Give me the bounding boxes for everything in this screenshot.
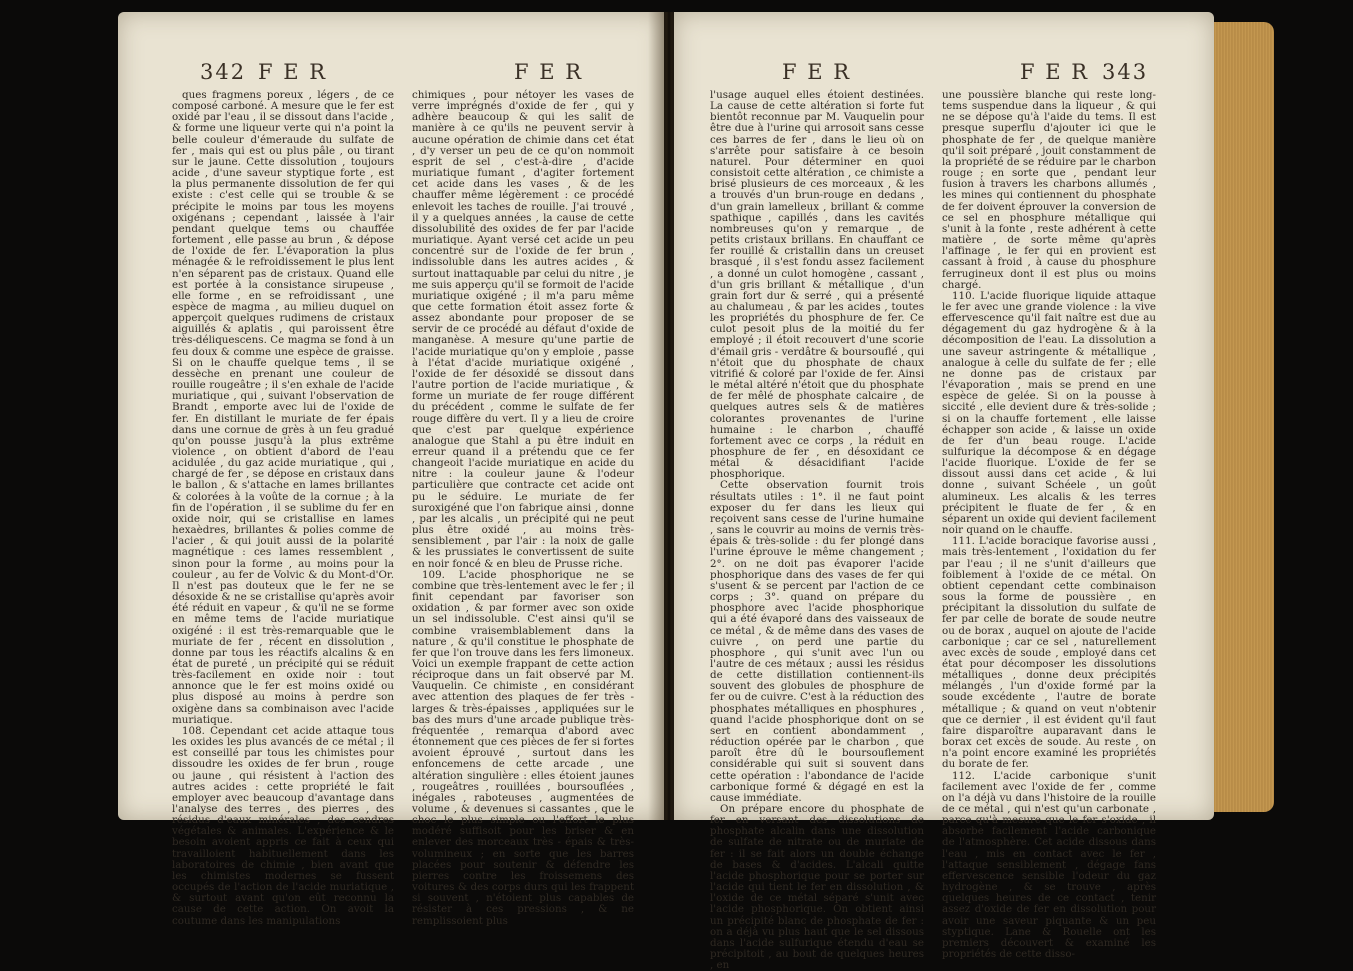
open-book xyxy=(118,12,1328,971)
paragraph: 108. Cependant cet acide attaque tous les oxides les plus avancés de ce métal ; il est conseillé par tous les chimistes pour dissoudre les oxides de fer brun , rouge ou jaune , qui résistent à l'action des autres acides : cette propriété le fait employer avec beaucoup d'avantage dans l'analyse des terres , des pierres , des résidus d'eaux minérales , des cendres végétales & animales. L'expérience & le besoin avoient appris ce fait à ceux qui travailloient habituellement dans les laboratoires de chimie , bien avant que les chimistes modernes se fussent occupés de l'action de l'acide muriatique , & surtout avant qu'on eût reconnu la cause de cette action. On avoit la coutume dans les manipulations xyxy=(172,724,394,927)
paragraph: 111. L'acide boracique favorise aussi , mais très-lentement , l'oxidation du fer par l'eau ; il ne s'unit d'ailleurs que foiblement à l'oxide de ce métal. On obtient cependant cette combinaison sous la forme de poussière , en précipitant la dissolution du sulfate de fer par celle de borate de soude neutre ou de borax , auquel on ajoute de l'acide carbonique ; car ce sel , naturellement avec excès de soude , employé dans cet état pour décomposer les dissolutions métalliques , donne deux précipités mélangés , l'un d'oxide formé par la soude excédente , l'autre de borate métallique ; & quand on veut n'obtenir que ce dernier , il est évident qu'il faut faire disparoître auparavant dans le borax cet excès de soude. Au reste , on n'a point encore examiné les propriétés du borate de fer. xyxy=(942,535,1156,771)
left-column-1 xyxy=(172,89,394,927)
left-head-right: F E R xyxy=(514,60,584,84)
paragraph: l'usage auquel elles étoient destinées. La cause de cette altération si forte fut bientôt reconnue par M. Vauquelin pour être due à l'urine qui arrosoit sans cesse ces barres de fer , dans le lieu où on s'arrête pour satisfaire à ce besoin naturel. Pour déterminer en quoi consistoit cette altération , ce chimiste a brisé plusieurs de ces morceaux , & les a trouvés d'un brun-rouge en dedans , d'un grain lamelleux , brillant & comme spathique , capillés , dans les cavités nombreuses qu'on y remarque , de petits cristaux brillans. En chauffant ce fer rouillé & cristallin dans un creuset brasqué , il s'est fondu assez facilement , a donné un culot homogène , cassant , d'un gris brillant & métallique , d'un grain fort dur & serré , qui a présenté au chalumeau , & par les acides , toutes les propriétés du phosphure de fer. Ce culot pesoit plus de la moitié du fer employé ; il étoit recouvert d'une scorie d'émail gris - verdâtre & boursouflé , qui n'étoit que du phosphate de chaux vitrifié & coloré par l'oxide de fer. Ainsi le métal altéré n'étoit que du phosphate de fer mêlé de phosphate calcaire , de quelques autres sels & de matières colorantes provenantes de l'urine humaine : le charbon , chauffé fortement avec ce corps , la réduit en phosphure de fer , en désoxidant ce métal & désacidifiant l'acide phosphorique. xyxy=(710,89,924,481)
paragraph: une poussière blanche qui reste long-tems suspendue dans la liqueur , & qui ne se dépose qu'à l'aide du tems. Il est presque superflu d'ajouter ici que le phosphate de fer , de quelque manière qu'il soit préparé , jouit constamment de la propriété de se réduire par le charbon rouge ; en sorte que , pendant leur fusion à travers les charbons allumés , les mines qui contiennent du phosphate de fer doivent éprouver la conversion de ce sel en phosphure métallique qui s'unit à la fonte , reste adhérent à cette matière , de sorte même qu'après l'affinage , le fer qui en provient est cassant à froid , à cause du phosphure ferrugineux dont il est plus ou moins chargé. xyxy=(942,89,1156,291)
paragraph: 109. L'acide phosphorique ne se combine que très-lentement avec le fer ; il finit cependant par favoriser son oxidation , & par former avec son oxide un sel indissoluble. C'est ainsi qu'il se combine vraisemblablement dans la nature , & qu'il constitue le phosphate de fer que l'on trouve dans les fers limoneux. Voici un exemple frappant de cette action réciproque dans un fait observé par M. Vauquelin. Ce chimiste , en considérant avec attention des plaques de fer très - larges & très-épaisses , appliquées sur le bas des murs d'une arcade publique très-fréquentée , remarqua d'abord avec étonnement que ces pièces de fer si fortes avoient éprouvé , surtout dans les enfoncemens de cette arcade , une altération singulière : elles étoient jaunes , rougeâtres , rouillées , boursouflées , inégales , raboteuses , augmentées de volume , & devenues si cassantes , que le choc le plus simple ou l'effort le plus modéré suffisoit pour les briser & en enlever des morceaux très - épais & très-volumineux ; en sorte que les barres placées pour soutenir & défendre les pierres contre les froissemens des voitures & des corps durs qui les frappent si souvent , n'étoient plus capables de résister à ces pressions , & ne remplissoient plus xyxy=(412,568,634,927)
right-page-number: 343 xyxy=(1102,60,1149,84)
left-head-left: F E R xyxy=(258,60,328,84)
paragraph: 112. L'acide carbonique s'unit facilement avec l'oxide de fer , comme on l'a déjà vu dans l'histoire de la rouille de ce métal , qui n'est qu'un carbonate , parce qu'à mesure que le fer s'oxide , il absorbe facilement l'acide carbonique de l'atmosphère. Cet acide dissous dans l'eau , mis en contact avec le fer , l'attaque sensiblement , dégage fans effervescence sensible l'odeur du gaz hydrogène , & se trouve , après quelques heures de ce contact , tenir assez d'oxide de fer en dissolution pour avoir une saveur piquante & un peu styptique. Lane & Rouelle ont les premiers découvert & examiné les propriétés de cette disso- xyxy=(942,769,1156,961)
right-columns xyxy=(710,89,1156,971)
left-running-head xyxy=(118,60,664,88)
right-column-2 xyxy=(942,89,1156,961)
paragraph: 110. L'acide fluorique liquide attaque le fer avec une grande violence : la vive effervescence qu'il fait naître est due au dégagement du gaz hydrogène & à la décomposition de l'eau. La dissolution a une saveur astringente & métallique , analogue à celle du sulfate de fer ; elle ne donne pas de cristaux par l'évaporation , mais se prend en une espèce de gelée. Si on la pousse à siccité , elle devient dure & très-solide ; si on la chauffe fortement , elle laisse échapper son acide , & laisse un oxide de fer d'un beau rouge. L'acide sulfurique la décompose & en dégage l'acide fluorique. L'oxide de fer se dissout aussi dans cet acide , & lui donne , suivant Schéele , un goût alumineux. Les alcalis & les terres précipitent le fluate de fer , & en séparent un oxide qui devient facilement noir quand on le chauffe. xyxy=(942,289,1156,537)
right-head-right: F E R xyxy=(1020,60,1090,84)
left-columns xyxy=(172,89,634,927)
left-column-2 xyxy=(412,89,634,927)
page-fore-edge xyxy=(1214,22,1274,812)
paragraph: ques fragmens poreux , légers , de ce composé carboné. A mesure que le fer est oxidé par l'eau , il se dissout dans l'acide , & forme une liqueur verte qui n'a point la belle couleur d'émeraude du sulfate de fer , mais qui est ou plus pâle , ou tirant sur le jaune. Cette dissolution , toujours acide , d'une saveur styptique forte , est la plus permanente dissolution de fer qui existe : c'est celle qui se trouble & se précipite le moins par tous les moyens oxigénans ; cependant , laissée à l'air pendant quelque tems ou chauffée fortement , elle passe au brun , & dépose de l'oxide de fer. L'évaporation la plus ménagée & le refroidissement le plus lent n'en séparent pas de cristaux. Quand elle est portée à la consistance sirupeuse , elle forme , en se refroidissant , une espèce de magma , au milieu duquel on apperçoit quelques rudimens de cristaux aiguillés & aplatis , qui paroissent être très-déliquescens. Ce magma se fond à un feu doux & comme une espèce de graisse. Si on le chauffe quelque tems , il se dessèche en prenant une couleur de rouille rougeâtre ; il s'en exhale de l'acide muriatique , qui , suivant l'observation de Brandt , emporte avec lui de l'oxide de fer. En distillant le muriate de fer épais dans une cornue de grès à un feu gradué qu'on pousse jusqu'à la plus extrême violence , on obtient d'abord de l'eau acidulée , du gaz acide muriatique , qui , chargé de fer , se dépose en cristaux dans le ballon , & s'attache en lames brillantes & colorées à la voûte de la cornue ; à la fin de l'opération , il se sublime du fer en oxide noir, qui se cristallise en lames hexaèdres, brillantes & polies comme de l'acier , & qui jouit aussi de la polarité magnétique : ces lames ressemblent , sinon pour la forme , au moins pour la couleur , au fer de Volvic & du Mont-d'Or. Il n'est pas douteux que le fer ne se désoxide & ne se cristallise qu'après avoir été réduit en vapeur , & qu'il ne se forme en même tems de l'acide muriatique oxigéné : il est très-remarquable que le muriate de fer , récent en dissolution , donne par tous les réactifs alcalins & en état de pureté , un précipité qui se réduit très-facilement en oxide noir : tout annonce que le fer est moins oxidé ou plus disposé au moins à perdre son oxigène dans sa combinaison avec l'acide muriatique. xyxy=(172,89,394,726)
left-page xyxy=(118,12,664,927)
right-page xyxy=(674,12,1214,971)
right-column-1 xyxy=(710,89,924,971)
left-page-number: 342 xyxy=(200,60,247,84)
paragraph: On prépare encore du phosphate de fer en versant des dissolutions de phosphate alcalin dans une dissolution de sulfate de nitrate ou de muriate de fer : il se fait alors un double échange de bases & d'acides. L'alcali quitte l'acide phosphorique pour se porter sur l'acide qui tient le fer en dissolution , & l'oxide de ce métal séparé s'unit avec l'acide phosphorique. On obtient ainsi un précipité blanc de phosphate de fer : on a déjà vu plus haut que le sel dissous dans l'acide sulfurique étendu d'eau se précipitoit , au bout de quelques heures , en xyxy=(710,803,924,971)
paragraph: chimiques , pour nétoyer les vases de verre imprégnés d'oxide de fer , qui y adhère beaucoup & qui les salit de manière à ce qu'ils ne peuvent servir à aucune opération de chimie dans cet état , d'y verser un peu de ce qu'on nommoit esprit de sel , c'est-à-dire , d'acide muriatique fumant , d'agiter fortement cet acide dans les vases , & de les chauffer même légèrement : ce procédé enlevoit les taches de rouille. J'ai trouvé , il y a quelques années , la cause de cette dissolubilité des oxides de fer par l'acide muriatique. Ayant versé cet acide un peu concentré sur de l'oxide de fer brun , indissoluble dans les autres acides , & surtout inattaquable par celui du nitre , je me suis apperçu qu'il se formoit de l'acide muriatique oxigéné ; il m'a paru même que cette formation étoit assez forte & assez abondante pour proposer de se servir de ce procédé au défaut d'oxide de manganèse. A mesure qu'une partie de l'acide muriatique qu'on y emploie , passe à l'état d'acide muriatique oxigéné , l'oxide de fer désoxidé se dissout dans l'autre portion de l'acide muriatique , & forme un muriate de fer rouge différent du précédent , comme le sulfate de fer rouge diffère du vert. Il y a lieu de croire que c'est par quelque expérience analogue que Stahl a pu être induit en erreur quand il a prétendu que ce fer changeoit l'acide muriatique en acide du nitre : la couleur jaune & l'odeur particulière que contracte cet acide ont pu le séduire. Le muriate de fer suroxigéné que l'on fabrique ainsi , donne , par les alcalis , un précipité qui ne peut plus être oxidé , au moins très-sensiblement , par l'air : la noix de galle & les prussiates le convertissent de suite en noir foncé & en bleu de Prusse riche. xyxy=(412,89,634,570)
right-running-head xyxy=(674,60,1214,88)
right-head-left: F E R xyxy=(782,60,852,84)
paragraph: Cette observation fournit trois résultats utiles : 1°. il ne faut point exposer du fer dans les lieux qui reçoivent sans cesse de l'urine humaine , sans le couvrir au moins de vernis très-épais & très-solide : du fer plongé dans l'urine éprouve le même changement ; 2°. on ne doit pas évaporer l'acide phosphorique dans des vases de fer qui s'usent & se percent par l'action de ce corps ; 3°. quand on prépare du phosphore avec l'acide phosphorique qui a été évaporé dans des vaisseaux de ce métal , & de même dans des vases de cuivre , on perd une partie du phosphore , qui s'unit avec l'un ou l'autre de ces métaux ; aussi les résidus de cette distillation contiennent-ils souvent des globules de phosphure de fer ou de cuivre. C'est à la réduction des phosphates métalliques en phosphures , quand l'acide phosphorique dont on se sert en contient abondamment , réduction opérée par le charbon , que paroît être dû le boursouflement considérable qui suit si souvent dans cette opération : l'abondance de l'acide carbonique formé & dégagé en est la cause immédiate. xyxy=(710,479,924,804)
